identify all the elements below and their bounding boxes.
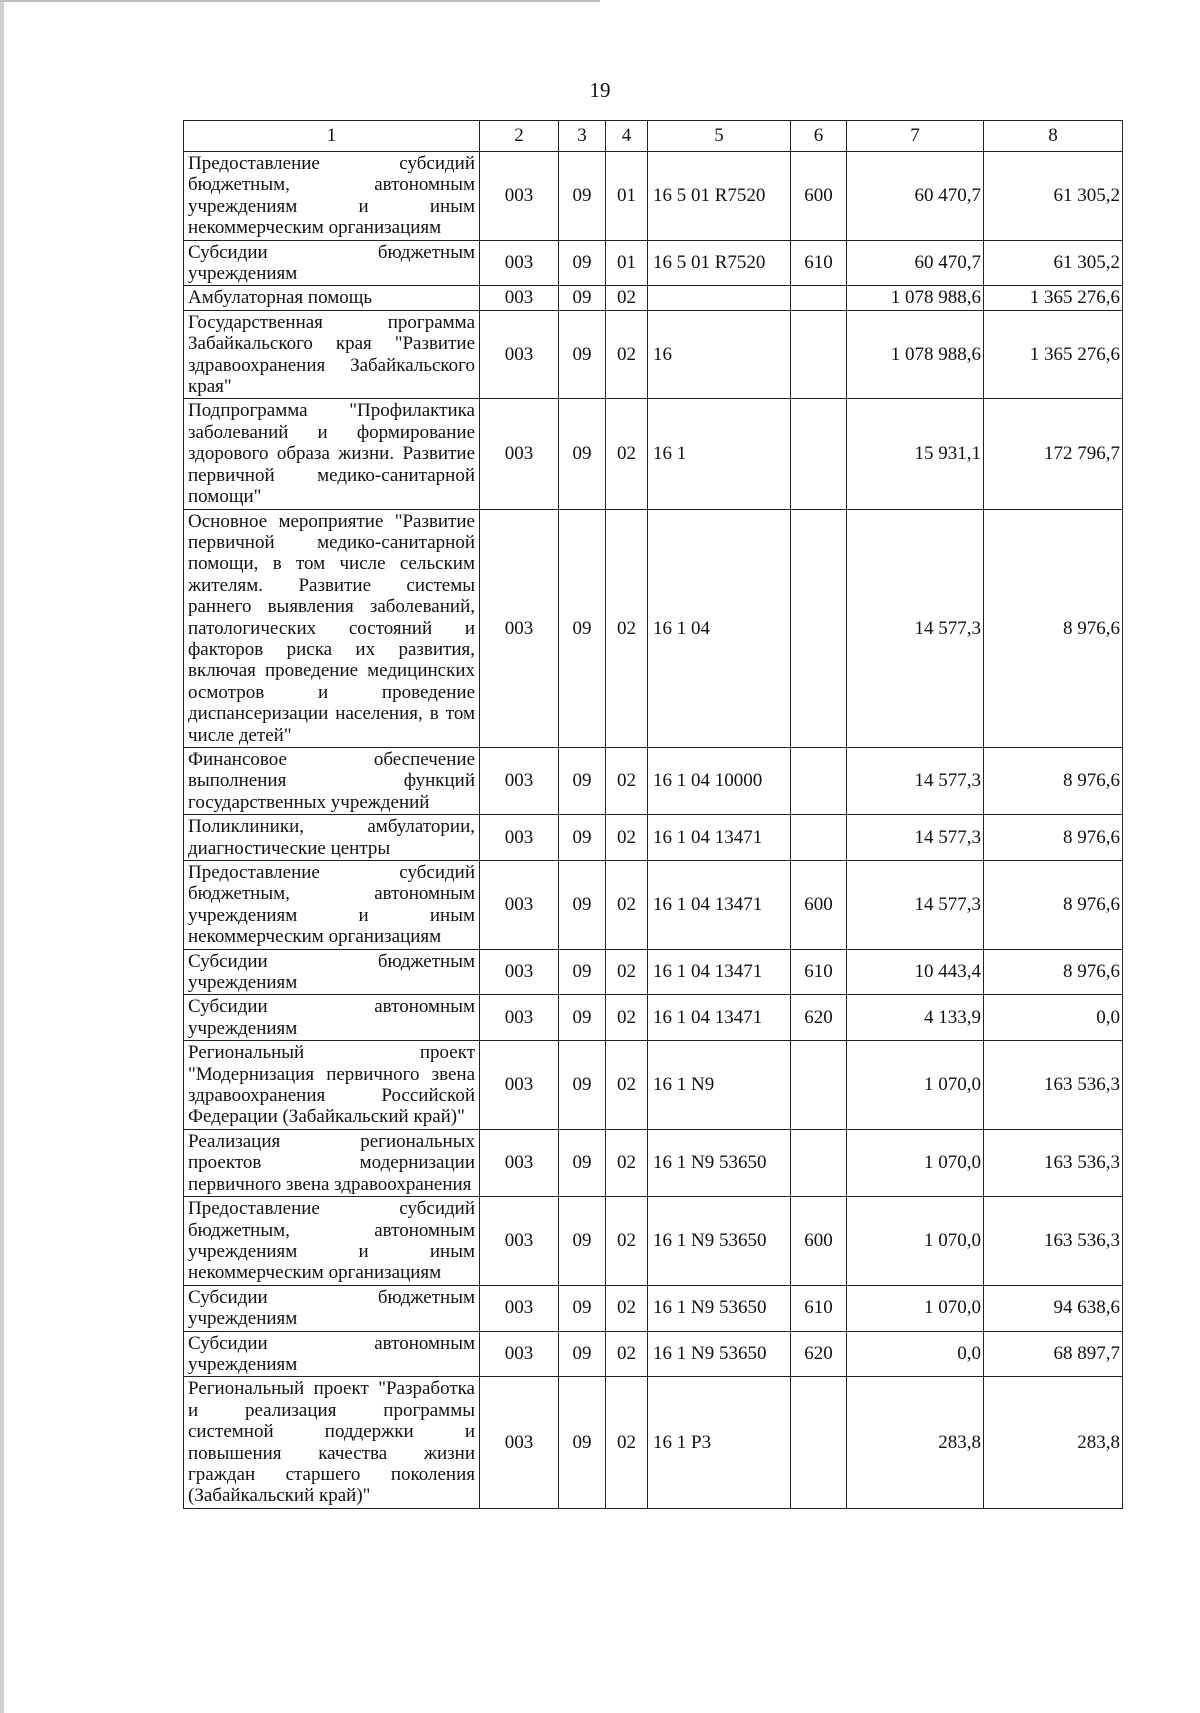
cell-section: 09 <box>559 399 606 509</box>
row-name: Региональный проект "Разработка и реализация программы системной поддержки и повышения качества жизни граждан старшего поколения (Забайкальский край)" <box>184 1377 480 1508</box>
table-row <box>184 286 1123 310</box>
cell-amount-year2: 8 976,6 <box>984 861 1123 950</box>
cell-amount-year1: 14 577,3 <box>847 509 984 747</box>
cell-ministry: 003 <box>480 240 559 286</box>
cell-ministry: 003 <box>480 509 559 747</box>
cell-ministry: 003 <box>480 1041 559 1130</box>
cell-amount-year1: 60 470,7 <box>847 240 984 286</box>
header-cell-col6: 6 <box>791 121 847 152</box>
cell-amount-year2: 163 536,3 <box>984 1041 1123 1130</box>
cell-amount-year1: 10 443,4 <box>847 949 984 995</box>
row-name: Основное мероприятие "Развитие первичной медико-санитарной помощи, в том числе сельским жителям. Развитие системы раннего выявления заболеваний, патологических состояний и факторов риска их развития, включая проведение медицинских осмотров и проведение диспансеризации населения, в том числе детей" <box>184 509 480 747</box>
cell-section: 09 <box>559 1331 606 1377</box>
header-cell-col5: 5 <box>648 121 791 152</box>
cell-amount-year2: 163 536,3 <box>984 1129 1123 1196</box>
cell-amount-year2: 8 976,6 <box>984 815 1123 861</box>
table-row <box>184 861 1123 950</box>
row-name: Субсидии автономным учреждениям <box>184 995 480 1041</box>
cell-subsection: 02 <box>606 310 648 399</box>
cell-amount-year2: 8 976,6 <box>984 747 1123 814</box>
cell-expense-type <box>791 286 847 310</box>
cell-target-article: 16 1 04 13471 <box>648 861 791 950</box>
cell-target-article: 16 1 04 10000 <box>648 747 791 814</box>
row-name: Государственная программа Забайкальского края "Развитие здравоохранения Забайкальского края" <box>184 310 480 399</box>
cell-target-article: 16 1 <box>648 399 791 509</box>
cell-amount-year2: 68 897,7 <box>984 1331 1123 1377</box>
cell-section: 09 <box>559 995 606 1041</box>
header-row <box>184 121 1123 152</box>
cell-target-article: 16 1 N9 53650 <box>648 1285 791 1331</box>
cell-subsection: 02 <box>606 1197 648 1286</box>
cell-section: 09 <box>559 861 606 950</box>
cell-section: 09 <box>559 1377 606 1508</box>
cell-amount-year2: 172 796,7 <box>984 399 1123 509</box>
cell-expense-type: 600 <box>791 152 847 241</box>
cell-expense-type <box>791 310 847 399</box>
cell-expense-type <box>791 509 847 747</box>
header-cell-col7: 7 <box>847 121 984 152</box>
row-name: Финансовое обеспечение выполнения функций государственных учреждений <box>184 747 480 814</box>
cell-section: 09 <box>559 1197 606 1286</box>
table-row <box>184 1197 1123 1286</box>
cell-amount-year2: 283,8 <box>984 1377 1123 1508</box>
cell-section: 09 <box>559 509 606 747</box>
scan-left-edge <box>0 0 4 1713</box>
row-name: Предоставление субсидий бюджетным, автономным учреждениям и иным некоммерческим организациям <box>184 861 480 950</box>
row-name: Субсидии автономным учреждениям <box>184 1331 480 1377</box>
cell-ministry: 003 <box>480 1197 559 1286</box>
cell-amount-year1: 1 070,0 <box>847 1041 984 1130</box>
cell-ministry: 003 <box>480 861 559 950</box>
table-row <box>184 949 1123 995</box>
cell-amount-year2: 163 536,3 <box>984 1197 1123 1286</box>
cell-target-article: 16 <box>648 310 791 399</box>
cell-target-article <box>648 286 791 310</box>
row-name: Поликлиники, амбулатории, диагностические центры <box>184 815 480 861</box>
cell-amount-year2: 1 365 276,6 <box>984 310 1123 399</box>
cell-expense-type: 610 <box>791 949 847 995</box>
table-row <box>184 1331 1123 1377</box>
cell-amount-year1: 14 577,3 <box>847 747 984 814</box>
cell-ministry: 003 <box>480 286 559 310</box>
cell-ministry: 003 <box>480 310 559 399</box>
cell-expense-type: 610 <box>791 1285 847 1331</box>
cell-amount-year1: 1 070,0 <box>847 1285 984 1331</box>
cell-subsection: 02 <box>606 949 648 995</box>
cell-amount-year2: 0,0 <box>984 995 1123 1041</box>
table-body <box>184 152 1123 1509</box>
cell-subsection: 02 <box>606 747 648 814</box>
row-name: Реализация региональных проектов модернизации первичного звена здравоохранения <box>184 1129 480 1196</box>
table-row <box>184 240 1123 286</box>
cell-amount-year1: 15 931,1 <box>847 399 984 509</box>
table-row <box>184 995 1123 1041</box>
cell-target-article: 16 5 01 R7520 <box>648 240 791 286</box>
table-row <box>184 1129 1123 1196</box>
cell-subsection: 02 <box>606 1377 648 1508</box>
row-name: Субсидии бюджетным учреждениям <box>184 1285 480 1331</box>
cell-amount-year1: 4 133,9 <box>847 995 984 1041</box>
cell-target-article: 16 1 N9 53650 <box>648 1197 791 1286</box>
cell-amount-year1: 0,0 <box>847 1331 984 1377</box>
cell-subsection: 02 <box>606 861 648 950</box>
cell-subsection: 02 <box>606 509 648 747</box>
cell-subsection: 02 <box>606 1041 648 1130</box>
row-name: Предоставление субсидий бюджетным, автономным учреждениям и иным некоммерческим организациям <box>184 152 480 241</box>
cell-expense-type <box>791 1041 847 1130</box>
cell-ministry: 003 <box>480 1377 559 1508</box>
cell-expense-type: 600 <box>791 1197 847 1286</box>
cell-amount-year2: 1 365 276,6 <box>984 286 1123 310</box>
cell-amount-year1: 1 078 988,6 <box>847 310 984 399</box>
table-row <box>184 1285 1123 1331</box>
row-name: Подпрограмма "Профилактика заболеваний и формирование здорового образа жизни. Развитие первичной медико-санитарной помощи" <box>184 399 480 509</box>
cell-ministry: 003 <box>480 949 559 995</box>
page-number: 19 <box>589 78 611 102</box>
cell-expense-type <box>791 747 847 814</box>
cell-target-article: 16 1 04 13471 <box>648 995 791 1041</box>
table-row <box>184 509 1123 747</box>
table-row <box>184 747 1123 814</box>
table-row <box>184 310 1123 399</box>
cell-amount-year1: 283,8 <box>847 1377 984 1508</box>
cell-amount-year1: 1 078 988,6 <box>847 286 984 310</box>
cell-subsection: 02 <box>606 1129 648 1196</box>
cell-target-article: 16 1 04 13471 <box>648 815 791 861</box>
cell-subsection: 02 <box>606 815 648 861</box>
cell-subsection: 02 <box>606 1285 648 1331</box>
cell-target-article: 16 1 N9 53650 <box>648 1331 791 1377</box>
header-cell-col1: 1 <box>184 121 480 152</box>
cell-section: 09 <box>559 1285 606 1331</box>
budget-table <box>183 120 1123 1509</box>
cell-expense-type <box>791 1129 847 1196</box>
cell-section: 09 <box>559 310 606 399</box>
cell-expense-type <box>791 1377 847 1508</box>
cell-amount-year1: 14 577,3 <box>847 815 984 861</box>
cell-section: 09 <box>559 240 606 286</box>
cell-subsection: 02 <box>606 1331 648 1377</box>
cell-section: 09 <box>559 1129 606 1196</box>
cell-subsection: 02 <box>606 286 648 310</box>
cell-ministry: 003 <box>480 399 559 509</box>
header-cell-col2: 2 <box>480 121 559 152</box>
cell-subsection: 01 <box>606 152 648 241</box>
cell-amount-year1: 60 470,7 <box>847 152 984 241</box>
cell-expense-type <box>791 815 847 861</box>
cell-subsection: 02 <box>606 995 648 1041</box>
cell-ministry: 003 <box>480 1129 559 1196</box>
cell-subsection: 01 <box>606 240 648 286</box>
cell-amount-year1: 1 070,0 <box>847 1197 984 1286</box>
cell-ministry: 003 <box>480 747 559 814</box>
table-row <box>184 1377 1123 1508</box>
cell-target-article: 16 5 01 R7520 <box>648 152 791 241</box>
row-name: Субсидии бюджетным учреждениям <box>184 949 480 995</box>
cell-section: 09 <box>559 1041 606 1130</box>
table-row <box>184 399 1123 509</box>
header-cell-col3: 3 <box>559 121 606 152</box>
cell-ministry: 003 <box>480 152 559 241</box>
row-name: Субсидии бюджетным учреждениям <box>184 240 480 286</box>
cell-target-article: 16 1 N9 <box>648 1041 791 1130</box>
cell-expense-type: 620 <box>791 1331 847 1377</box>
scan-top-edge <box>0 0 600 2</box>
header-cell-col4: 4 <box>606 121 648 152</box>
cell-section: 09 <box>559 949 606 995</box>
cell-amount-year2: 8 976,6 <box>984 949 1123 995</box>
cell-ministry: 003 <box>480 1331 559 1377</box>
table-row <box>184 152 1123 241</box>
cell-amount-year1: 1 070,0 <box>847 1129 984 1196</box>
cell-section: 09 <box>559 747 606 814</box>
cell-amount-year2: 94 638,6 <box>984 1285 1123 1331</box>
cell-target-article: 16 1 N9 53650 <box>648 1129 791 1196</box>
cell-subsection: 02 <box>606 399 648 509</box>
cell-section: 09 <box>559 152 606 241</box>
cell-amount-year2: 8 976,6 <box>984 509 1123 747</box>
header-cell-col8: 8 <box>984 121 1123 152</box>
cell-expense-type: 610 <box>791 240 847 286</box>
cell-amount-year1: 14 577,3 <box>847 861 984 950</box>
table-row <box>184 1041 1123 1130</box>
cell-target-article: 16 1 04 13471 <box>648 949 791 995</box>
cell-section: 09 <box>559 815 606 861</box>
row-name: Предоставление субсидий бюджетным, автономным учреждениям и иным некоммерческим организациям <box>184 1197 480 1286</box>
cell-ministry: 003 <box>480 1285 559 1331</box>
cell-amount-year2: 61 305,2 <box>984 152 1123 241</box>
cell-expense-type: 600 <box>791 861 847 950</box>
cell-amount-year2: 61 305,2 <box>984 240 1123 286</box>
cell-ministry: 003 <box>480 995 559 1041</box>
cell-target-article: 16 1 04 <box>648 509 791 747</box>
row-name: Амбулаторная помощь <box>184 286 480 310</box>
cell-expense-type: 620 <box>791 995 847 1041</box>
cell-expense-type <box>791 399 847 509</box>
cell-section: 09 <box>559 286 606 310</box>
cell-ministry: 003 <box>480 815 559 861</box>
row-name: Региональный проект "Модернизация первичного звена здравоохранения Российской Федерации (Забайкальский край)" <box>184 1041 480 1130</box>
cell-target-article: 16 1 P3 <box>648 1377 791 1508</box>
table-row <box>184 815 1123 861</box>
